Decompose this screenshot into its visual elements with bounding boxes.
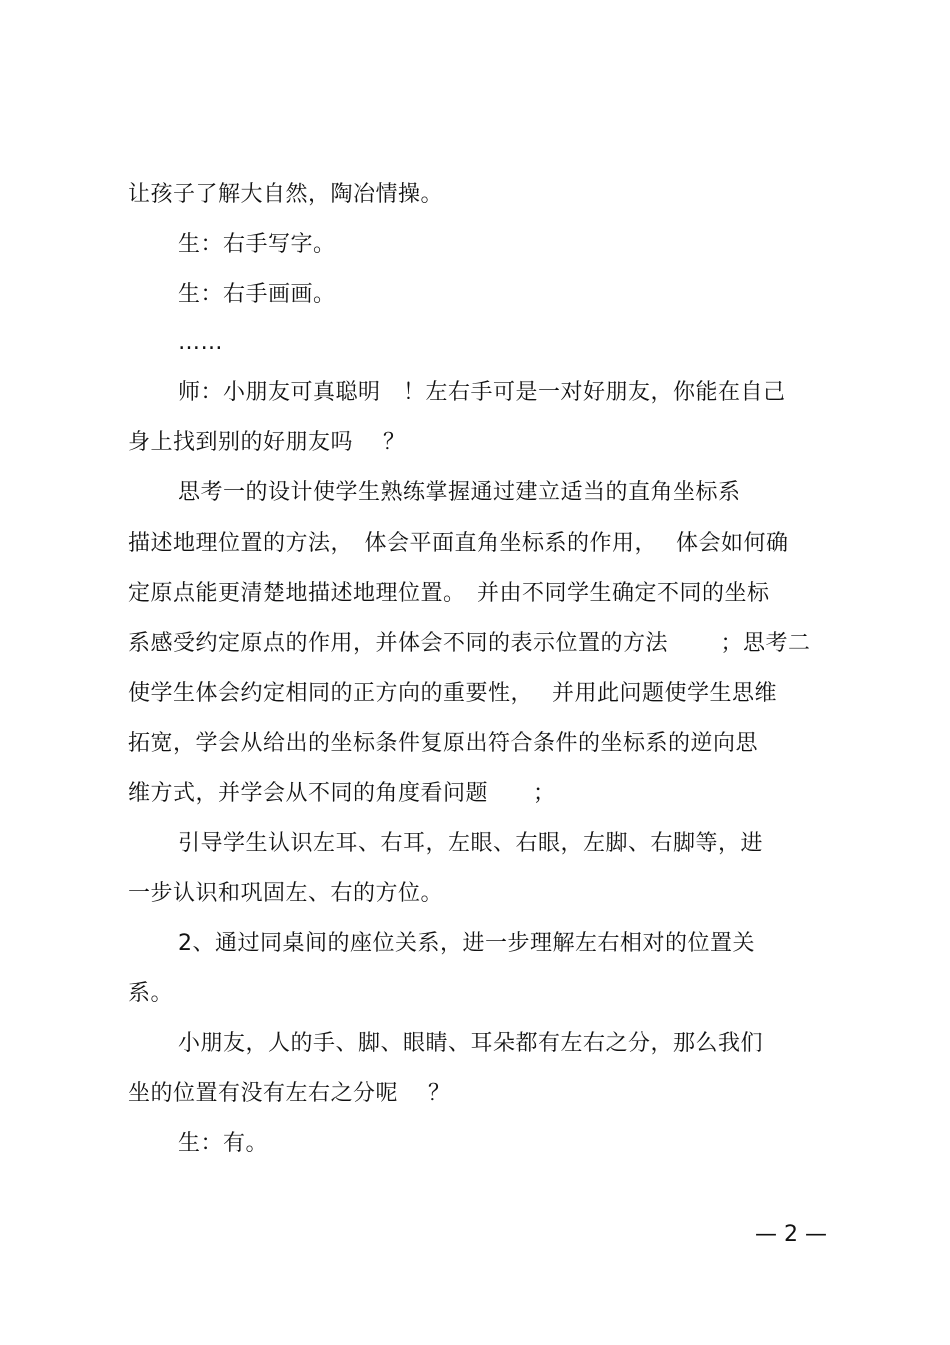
text-line: 维方式，并学会从不同的角度看问题 ； (128, 781, 556, 806)
text-line: 拓宽，学会从给出的坐标条件复原出符合条件的坐标系的逆向思 (128, 731, 759, 756)
text-line: 系。 (128, 981, 174, 1006)
text-line: 让孩子了解大自然，陶冶情操。 (128, 182, 444, 207)
text-line: 坐的位置有没有左右之分呢 ？ (128, 1081, 451, 1106)
text-line: …… (178, 330, 223, 355)
text-line: 一步认识和巩固左、右的方位。 (128, 881, 444, 906)
text-line: 生：有。 (178, 1131, 269, 1156)
text-line: 定原点能更清楚地描述地理位置。 并由不同学生确定不同的坐标 (128, 581, 770, 606)
text-line: 描述地理位置的方法， 体会平面直角坐标系的作用， 体会如何确 (128, 531, 789, 556)
page-number: — 2 — (755, 1222, 827, 1247)
text-line: 师：小朋友可真聪明 ！左右手可是一对好朋友，你能在自己 (178, 380, 786, 405)
text-line: 思考一的设计使学生熟练掌握通过建立适当的直角坐标系 (178, 480, 741, 505)
text-line: 引导学生认识左耳、右耳，左眼、右眼，左脚、右脚等，进 (178, 831, 764, 856)
text-line: 生：右手画画。 (178, 282, 336, 307)
text-line: 生：右手写字。 (178, 232, 336, 257)
text-line: 使学生体会约定相同的正方向的重要性， 并用此问题使学生思维 (128, 681, 777, 706)
text-line: 2、通过同桌间的座位关系，进一步理解左右相对的位置关 (178, 931, 755, 956)
text-line: 系感受约定原点的作用，并体会不同的表示位置的方法 ；思考二 (128, 631, 811, 656)
text-line: 小朋友，人的手、脚、眼睛、耳朵都有左右之分，那么我们 (178, 1031, 764, 1056)
text-line: 身上找到别的好朋友吗 ？ (128, 430, 406, 455)
